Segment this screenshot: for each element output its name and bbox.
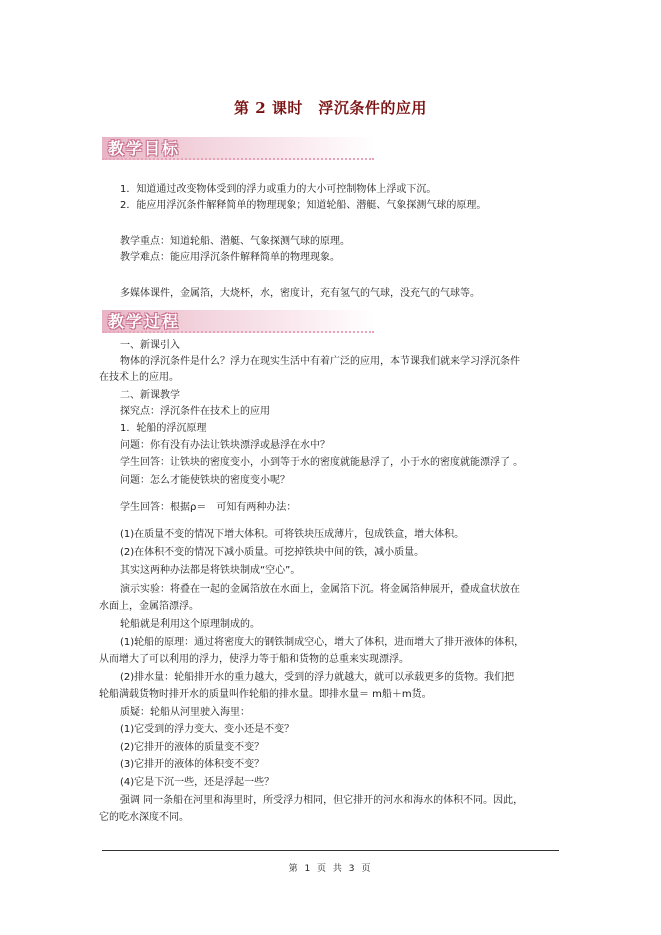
text-line: 强调 同一条船在河里和海里时，所受浮力相同，但它排开的河水和海水的体积不同。因此， <box>120 795 524 806</box>
text-line: 在技术上的应用。 <box>99 372 179 383</box>
section-banner-objectives <box>102 137 374 160</box>
text-line: 2．能应用浮沉条件解释简单的物理现象；知道轮船、潜艇、气象探测气球的原理。 <box>120 200 487 211</box>
page-footer: 第 1 页 共 3 页 <box>288 864 373 874</box>
text-line: (1)轮船的原理：通过将密度大的钢铁制成空心，增大了体积，进而增大了排开液体的体积， <box>120 637 525 648</box>
text-line: 教学难点：能应用浮沉条件解释简单的物理现象。 <box>120 252 340 263</box>
text-line: (1)它受到的浮力变大、变小还是不变？ <box>120 724 295 735</box>
text-line: 二、新课教学 <box>120 390 180 401</box>
text-line: 学生回答：根据ρ＝ 可知有两种办法： <box>120 502 297 513</box>
text-line: 物体的浮沉条件是什么？浮力在现实生活中有着广泛的应用，本节课我们就来学习浮沉条件 <box>120 356 520 367</box>
text-line: 演示实验：将叠在一起的金属箔放在水面上，金属箔下沉。将金属箔伸展开，叠成盒状放在 <box>120 584 520 595</box>
text-line: 从而增大了可以利用的浮力，使浮力等于船和货物的总重来实现漂浮。 <box>99 654 409 665</box>
text-line: 教学重点：知道轮船、潜艇、气象探测气球的原理。 <box>120 236 350 247</box>
text-line: 多媒体课件，金属箔，大烧杯，水，密度计，充有氢气的气球，没充气的气球等。 <box>120 288 480 299</box>
text-line: 其实这两种办法都是将铁块制成“空心”。 <box>120 565 301 576</box>
text-line: 1．轮船的浮沉原理 <box>120 423 207 434</box>
text-line: 质疑：轮船从河里驶入海里： <box>120 707 250 718</box>
text-line: (4)它是下沉一些，还是浮起一些？ <box>120 777 275 788</box>
section-title-objectives: 教学目标 <box>108 139 181 158</box>
text-line: (3)它排开的液体的体积变不变？ <box>120 759 265 770</box>
page-title: 第 2 课时 浮沉条件的应用 <box>234 99 427 117</box>
text-line: 它的吃水深度不同。 <box>99 812 189 823</box>
text-line: 问题：怎么才能使铁块的密度变小呢？ <box>120 475 290 486</box>
text-line: (2)它排开的液体的质量变不变？ <box>120 742 265 753</box>
text-line: (2)在体积不变的情况下减小质量。可挖掉铁块中间的铁，减小质量。 <box>120 547 425 558</box>
text-line: 一、新课引入 <box>120 340 180 351</box>
footer-divider <box>102 850 559 851</box>
text-line: 1．知道通过改变物体受到的浮力或重力的大小可控制物体上浮或下沉。 <box>120 184 437 195</box>
text-line: 探究点：浮沉条件在技术上的应用 <box>120 406 270 417</box>
section-title-process: 教学过程 <box>108 312 181 331</box>
text-line: 学生回答：让铁块的密度变小，小到等于水的密度就能悬浮了，小于水的密度就能漂浮了 。 <box>120 457 524 468</box>
text-line: 轮船满载货物时排开水的质量叫作轮船的排水量。即排水量＝ m船＋m货。 <box>99 689 432 700</box>
section-banner-process <box>102 310 374 333</box>
text-line: 轮船就是利用这个原理制成的。 <box>120 619 260 630</box>
text-line: (1)在质量不变的情况下增大体积。可将铁块压成薄片，包成铁盒，增大体积。 <box>120 529 465 540</box>
text-line: 水面上，金属箔漂浮。 <box>99 601 199 612</box>
text-line: (2)排水量：轮船排开水的重力越大，受到的浮力就越大，就可以承载更多的货物。我们把 <box>120 672 515 683</box>
text-line: 问题：你有没有办法让铁块漂浮或悬浮在水中？ <box>120 440 330 451</box>
